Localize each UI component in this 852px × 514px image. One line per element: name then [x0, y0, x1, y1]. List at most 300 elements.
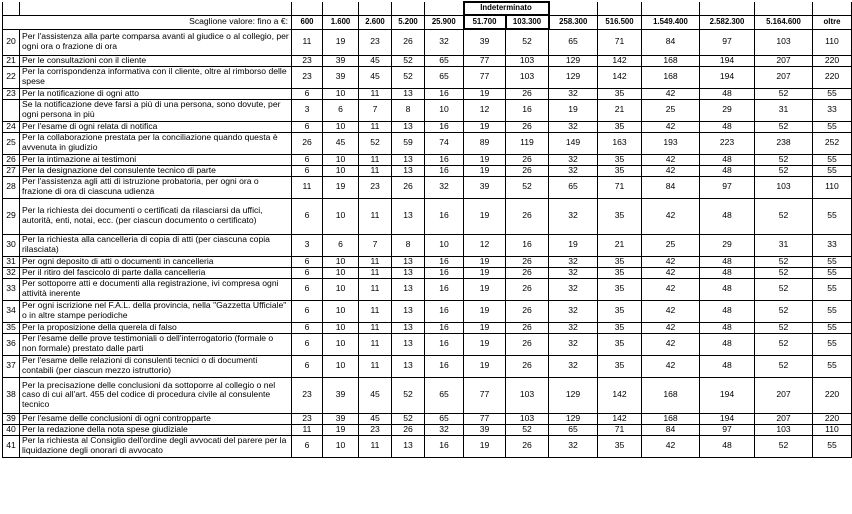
table-row	[3, 154, 852, 165]
table-row	[3, 88, 852, 99]
fee-value: 55	[813, 278, 852, 300]
fee-value: 97	[700, 424, 755, 435]
fee-value: 13	[392, 198, 425, 234]
fee-value: 52	[392, 66, 425, 88]
fee-value: 16	[425, 333, 464, 355]
fee-value: 32	[425, 29, 464, 55]
fee-value: 35	[598, 256, 642, 267]
fee-value: 32	[425, 176, 464, 198]
fee-value: 29	[700, 99, 755, 121]
fee-value: 35	[598, 300, 642, 322]
scale-column-header: 516.500	[598, 15, 642, 29]
fee-value: 55	[813, 198, 852, 234]
fee-table	[2, 1, 852, 458]
fee-value: 19	[464, 198, 506, 234]
fee-value: 35	[598, 435, 642, 457]
fee-value: 11	[359, 256, 392, 267]
fee-value: 16	[425, 300, 464, 322]
fee-value: 52	[506, 424, 549, 435]
fee-value: 194	[700, 413, 755, 424]
fee-value: 71	[598, 424, 642, 435]
fee-value: 71	[598, 176, 642, 198]
indeterminate-label: Indeterminato	[464, 2, 549, 15]
row-number: 39	[3, 413, 20, 424]
row-number: 41	[3, 435, 20, 457]
fee-value: 39	[323, 377, 359, 413]
fee-value: 10	[323, 267, 359, 278]
table-row	[3, 278, 852, 300]
fee-value: 35	[598, 333, 642, 355]
fee-value: 10	[323, 165, 359, 176]
fee-value: 71	[598, 29, 642, 55]
fee-value: 42	[642, 300, 700, 322]
fee-value: 52	[392, 55, 425, 66]
fee-value: 142	[598, 377, 642, 413]
fee-value: 55	[813, 88, 852, 99]
row-description: Per la notificazione di ogni atto	[20, 88, 292, 99]
fee-value: 16	[425, 278, 464, 300]
fee-value: 19	[549, 234, 598, 256]
fee-value: 19	[464, 333, 506, 355]
fee-value: 10	[323, 88, 359, 99]
fee-value: 25	[642, 234, 700, 256]
fee-value: 31	[755, 99, 813, 121]
fee-value: 103	[506, 66, 549, 88]
fee-value: 32	[549, 165, 598, 176]
row-description: Per la intimazione ai testimoni	[20, 154, 292, 165]
fee-value: 48	[700, 322, 755, 333]
fee-value: 11	[359, 278, 392, 300]
fee-value: 65	[425, 66, 464, 88]
fee-value: 194	[700, 377, 755, 413]
fee-value: 23	[359, 176, 392, 198]
fee-value: 52	[755, 278, 813, 300]
row-number	[3, 99, 20, 121]
table-row	[3, 29, 852, 55]
row-description: Per la richiesta al Consiglio dell'ordine degli avvocati del parere per la liquidazione degli onorari di avvocato	[20, 435, 292, 457]
blank-cell	[323, 2, 359, 15]
table-row	[3, 424, 852, 435]
blank-cell	[598, 2, 642, 15]
row-description: Per la richiesta alla cancelleria di copia di atti (per ciascuna copia rilasciata)	[20, 234, 292, 256]
fee-value: 23	[359, 424, 392, 435]
fee-value: 19	[323, 176, 359, 198]
fee-value: 6	[292, 154, 323, 165]
fee-value: 52	[755, 198, 813, 234]
fee-value: 39	[323, 413, 359, 424]
fee-value: 129	[549, 413, 598, 424]
fee-value: 10	[323, 278, 359, 300]
fee-value: 103	[506, 377, 549, 413]
row-description: Per la collaborazione prestata per la conciliazione quando questa è avvenuta in giudizio	[20, 132, 292, 154]
fee-value: 3	[292, 234, 323, 256]
fee-value: 35	[598, 154, 642, 165]
fee-value: 52	[755, 435, 813, 457]
fee-value: 26	[392, 424, 425, 435]
row-description: Per l'esame delle relazioni di consulenti tecnici o di documenti contabili (per ciascun mezzo istruttorio)	[20, 355, 292, 377]
fee-value: 19	[464, 435, 506, 457]
fee-value: 33	[813, 234, 852, 256]
fee-value: 52	[755, 322, 813, 333]
fee-value: 10	[425, 234, 464, 256]
fee-value: 48	[700, 88, 755, 99]
blank-cell	[20, 2, 292, 15]
fee-value: 52	[392, 413, 425, 424]
row-description: Per l'assistenza alla parte comparsa avanti al giudice o al collegio, per ogni ora o frazione di ora	[20, 29, 292, 55]
fee-value: 32	[549, 256, 598, 267]
fee-value: 103	[755, 424, 813, 435]
fee-value: 55	[813, 322, 852, 333]
fee-value: 19	[464, 165, 506, 176]
fee-value: 10	[323, 154, 359, 165]
table-row	[3, 55, 852, 66]
fee-value: 168	[642, 66, 700, 88]
fee-value: 97	[700, 176, 755, 198]
fee-value: 6	[292, 88, 323, 99]
fee-value: 19	[464, 267, 506, 278]
blank-cell	[425, 2, 464, 15]
fee-value: 35	[598, 355, 642, 377]
row-description: Per la proposizione della querela di falso	[20, 322, 292, 333]
fee-value: 42	[642, 88, 700, 99]
fee-value: 32	[549, 355, 598, 377]
row-description: Per l'assistenza agli atti di istruzione probatoria, per ogni ora o frazione di ora di ciascuna udienza	[20, 176, 292, 198]
fee-value: 26	[506, 165, 549, 176]
row-description: Per l'esame di ogni relata di notifica	[20, 121, 292, 132]
fee-value: 48	[700, 154, 755, 165]
fee-value: 6	[292, 165, 323, 176]
row-description: Per l'esame delle conclusioni di ogni contropparte	[20, 413, 292, 424]
fee-value: 55	[813, 267, 852, 278]
blank-cell	[359, 2, 392, 15]
row-description: Per la redazione della nota spese giudiziale	[20, 424, 292, 435]
fee-value: 6	[323, 234, 359, 256]
fee-value: 6	[292, 267, 323, 278]
row-description: Per sottoporre atti e documenti alla registrazione, ivi compresa ogni attività inerente	[20, 278, 292, 300]
fee-value: 29	[700, 234, 755, 256]
fee-value: 23	[292, 377, 323, 413]
fee-value: 97	[700, 29, 755, 55]
fee-value: 52	[506, 176, 549, 198]
row-description: Per la corrispondenza informativa con il cliente, oltre al rimborso delle spese	[20, 66, 292, 88]
fee-value: 19	[464, 256, 506, 267]
fee-value: 26	[506, 355, 549, 377]
fee-value: 220	[813, 413, 852, 424]
scale-column-header: 51.700	[464, 15, 506, 29]
fee-value: 142	[598, 66, 642, 88]
blank-cell	[700, 2, 755, 15]
scale-label: Scaglione valore: fino a €:	[3, 15, 292, 29]
row-number: 34	[3, 300, 20, 322]
fee-value: 163	[598, 132, 642, 154]
fee-value: 48	[700, 300, 755, 322]
fee-value: 26	[392, 29, 425, 55]
fee-value: 19	[464, 121, 506, 132]
scale-column-header: 1.549.400	[642, 15, 700, 29]
fee-value: 52	[755, 333, 813, 355]
fee-value: 42	[642, 355, 700, 377]
fee-value: 149	[549, 132, 598, 154]
scale-column-header: 25.900	[425, 15, 464, 29]
fee-value: 39	[323, 66, 359, 88]
fee-value: 26	[506, 267, 549, 278]
fee-value: 35	[598, 267, 642, 278]
fee-value: 11	[359, 267, 392, 278]
row-description: Se la notificazione deve farsi a più di una persona, sono dovute, per ogni persona in più	[20, 99, 292, 121]
fee-value: 11	[359, 165, 392, 176]
fee-value: 26	[506, 154, 549, 165]
row-number: 38	[3, 377, 20, 413]
fee-value: 39	[464, 424, 506, 435]
fee-value: 65	[425, 413, 464, 424]
fee-value: 110	[813, 424, 852, 435]
fee-value: 8	[392, 234, 425, 256]
fee-value: 52	[755, 154, 813, 165]
fee-value: 207	[755, 55, 813, 66]
table-row	[3, 413, 852, 424]
fee-value: 23	[292, 55, 323, 66]
fee-value: 129	[549, 55, 598, 66]
table-row	[3, 165, 852, 176]
fee-value: 16	[425, 198, 464, 234]
fee-value: 35	[598, 88, 642, 99]
row-description: Per il ritiro del fascicolo di parte dalla cancelleria	[20, 267, 292, 278]
fee-value: 26	[392, 176, 425, 198]
fee-value: 65	[549, 29, 598, 55]
fee-value: 16	[425, 88, 464, 99]
fee-value: 19	[323, 29, 359, 55]
table-row	[3, 322, 852, 333]
fee-value: 16	[425, 154, 464, 165]
fee-value: 207	[755, 377, 813, 413]
row-number: 33	[3, 278, 20, 300]
row-number: 29	[3, 198, 20, 234]
blank-cell	[292, 2, 323, 15]
fee-value: 65	[425, 55, 464, 66]
fee-value: 16	[425, 121, 464, 132]
fee-value: 13	[392, 278, 425, 300]
fee-value: 32	[549, 267, 598, 278]
fee-value: 13	[392, 154, 425, 165]
scale-column-header: 2.582.300	[700, 15, 755, 29]
fee-value: 48	[700, 355, 755, 377]
table-row	[3, 66, 852, 88]
scale-column-header: 5.164.600	[755, 15, 813, 29]
fee-value: 52	[392, 377, 425, 413]
fee-value: 110	[813, 29, 852, 55]
blank-cell	[642, 2, 700, 15]
fee-value: 103	[755, 29, 813, 55]
fee-value: 13	[392, 435, 425, 457]
fee-value: 32	[549, 121, 598, 132]
row-number: 26	[3, 154, 20, 165]
fee-value: 52	[506, 29, 549, 55]
fee-value: 42	[642, 154, 700, 165]
fee-value: 19	[464, 355, 506, 377]
fee-value: 55	[813, 121, 852, 132]
row-number: 24	[3, 121, 20, 132]
fee-value: 16	[425, 256, 464, 267]
fee-value: 12	[464, 99, 506, 121]
scale-header-row	[3, 15, 852, 29]
fee-value: 10	[323, 355, 359, 377]
fee-value: 65	[549, 424, 598, 435]
row-description: Per la designazione del consulente tecnico di parte	[20, 165, 292, 176]
fee-value: 13	[392, 355, 425, 377]
fee-value: 10	[323, 198, 359, 234]
fee-value: 19	[323, 424, 359, 435]
fee-value: 19	[464, 154, 506, 165]
fee-value: 55	[813, 355, 852, 377]
fee-value: 42	[642, 267, 700, 278]
fee-value: 33	[813, 99, 852, 121]
scale-column-header: 1.600	[323, 15, 359, 29]
indeterminate-row	[3, 2, 852, 15]
fee-value: 26	[506, 88, 549, 99]
fee-value: 48	[700, 121, 755, 132]
fee-value: 168	[642, 413, 700, 424]
fee-value: 10	[425, 99, 464, 121]
fee-value: 10	[323, 435, 359, 457]
scale-column-header: 103.300	[506, 15, 549, 29]
row-number: 27	[3, 165, 20, 176]
table-row	[3, 256, 852, 267]
fee-value: 26	[506, 322, 549, 333]
fee-value: 13	[392, 88, 425, 99]
table-row	[3, 300, 852, 322]
fee-value: 6	[292, 333, 323, 355]
row-number: 23	[3, 88, 20, 99]
fee-value: 55	[813, 256, 852, 267]
fee-value: 26	[506, 333, 549, 355]
fee-value: 48	[700, 435, 755, 457]
fee-value: 45	[359, 377, 392, 413]
fee-value: 48	[700, 278, 755, 300]
fee-value: 194	[700, 55, 755, 66]
fee-value: 74	[425, 132, 464, 154]
fee-value: 32	[549, 278, 598, 300]
fee-value: 13	[392, 300, 425, 322]
fee-value: 16	[425, 165, 464, 176]
fee-value: 6	[292, 198, 323, 234]
fee-value: 19	[464, 88, 506, 99]
fee-value: 45	[323, 132, 359, 154]
fee-value: 6	[292, 300, 323, 322]
fee-value: 84	[642, 176, 700, 198]
fee-value: 26	[506, 121, 549, 132]
fee-value: 10	[323, 121, 359, 132]
blank-cell	[392, 2, 425, 15]
row-number: 36	[3, 333, 20, 355]
row-number: 32	[3, 267, 20, 278]
fee-value: 42	[642, 333, 700, 355]
fee-value: 42	[642, 121, 700, 132]
blank-cell	[3, 2, 20, 15]
row-number: 31	[3, 256, 20, 267]
fee-value: 52	[755, 267, 813, 278]
fee-value: 48	[700, 256, 755, 267]
fee-value: 207	[755, 413, 813, 424]
row-description: Per la precisazione delle conclusioni da sottoporre al collegio o nel caso di cui all'art. 455 del codice di procedura civile al consulente tecnico	[20, 377, 292, 413]
fee-value: 19	[549, 99, 598, 121]
fee-value: 35	[598, 322, 642, 333]
fee-value: 42	[642, 435, 700, 457]
fee-value: 32	[549, 154, 598, 165]
fee-value: 31	[755, 234, 813, 256]
row-number: 35	[3, 322, 20, 333]
fee-value: 13	[392, 165, 425, 176]
fee-value: 11	[359, 322, 392, 333]
fee-value: 13	[392, 256, 425, 267]
fee-value: 26	[506, 198, 549, 234]
fee-value: 32	[549, 322, 598, 333]
fee-value: 103	[506, 413, 549, 424]
fee-value: 45	[359, 55, 392, 66]
fee-value: 142	[598, 55, 642, 66]
fee-value: 7	[359, 99, 392, 121]
fee-value: 32	[549, 88, 598, 99]
table-row	[3, 176, 852, 198]
fee-value: 52	[755, 355, 813, 377]
fee-value: 55	[813, 165, 852, 176]
fee-value: 23	[292, 66, 323, 88]
fee-value: 11	[359, 355, 392, 377]
fee-value: 10	[323, 300, 359, 322]
fee-value: 35	[598, 198, 642, 234]
fee-value: 12	[464, 234, 506, 256]
fee-value: 16	[506, 234, 549, 256]
fee-value: 32	[549, 198, 598, 234]
fee-value: 194	[700, 66, 755, 88]
fee-value: 48	[700, 333, 755, 355]
table-row	[3, 377, 852, 413]
table-row	[3, 234, 852, 256]
table-row	[3, 355, 852, 377]
row-number: 28	[3, 176, 20, 198]
fee-value: 42	[642, 198, 700, 234]
fee-value: 3	[292, 99, 323, 121]
fee-value: 6	[292, 278, 323, 300]
blank-cell	[813, 2, 852, 15]
fee-value: 23	[292, 413, 323, 424]
fee-value: 26	[506, 278, 549, 300]
table-row	[3, 99, 852, 121]
fee-value: 16	[425, 435, 464, 457]
fee-value: 26	[506, 435, 549, 457]
fee-value: 220	[813, 55, 852, 66]
row-number: 30	[3, 234, 20, 256]
row-description: Per l'esame delle prove testimoniali o dell'interrogatorio (formale o non formale) prestato dalle parti	[20, 333, 292, 355]
fee-value: 16	[425, 267, 464, 278]
fee-value: 39	[464, 29, 506, 55]
fee-value: 52	[359, 132, 392, 154]
fee-value: 110	[813, 176, 852, 198]
fee-value: 193	[642, 132, 700, 154]
fee-value: 52	[755, 121, 813, 132]
fee-value: 11	[359, 121, 392, 132]
scale-column-header: oltre	[813, 15, 852, 29]
scale-column-header: 2.600	[359, 15, 392, 29]
fee-value: 129	[549, 377, 598, 413]
fee-value: 11	[359, 154, 392, 165]
table-row	[3, 121, 852, 132]
fee-value: 13	[392, 121, 425, 132]
fee-value: 39	[464, 176, 506, 198]
fee-value: 48	[700, 198, 755, 234]
row-description: Per ogni iscrizione nel F.A.L. della provincia, nella "Gazzetta Ufficiale" o in altre stampe periodiche	[20, 300, 292, 322]
fee-value: 103	[755, 176, 813, 198]
fee-value: 42	[642, 322, 700, 333]
